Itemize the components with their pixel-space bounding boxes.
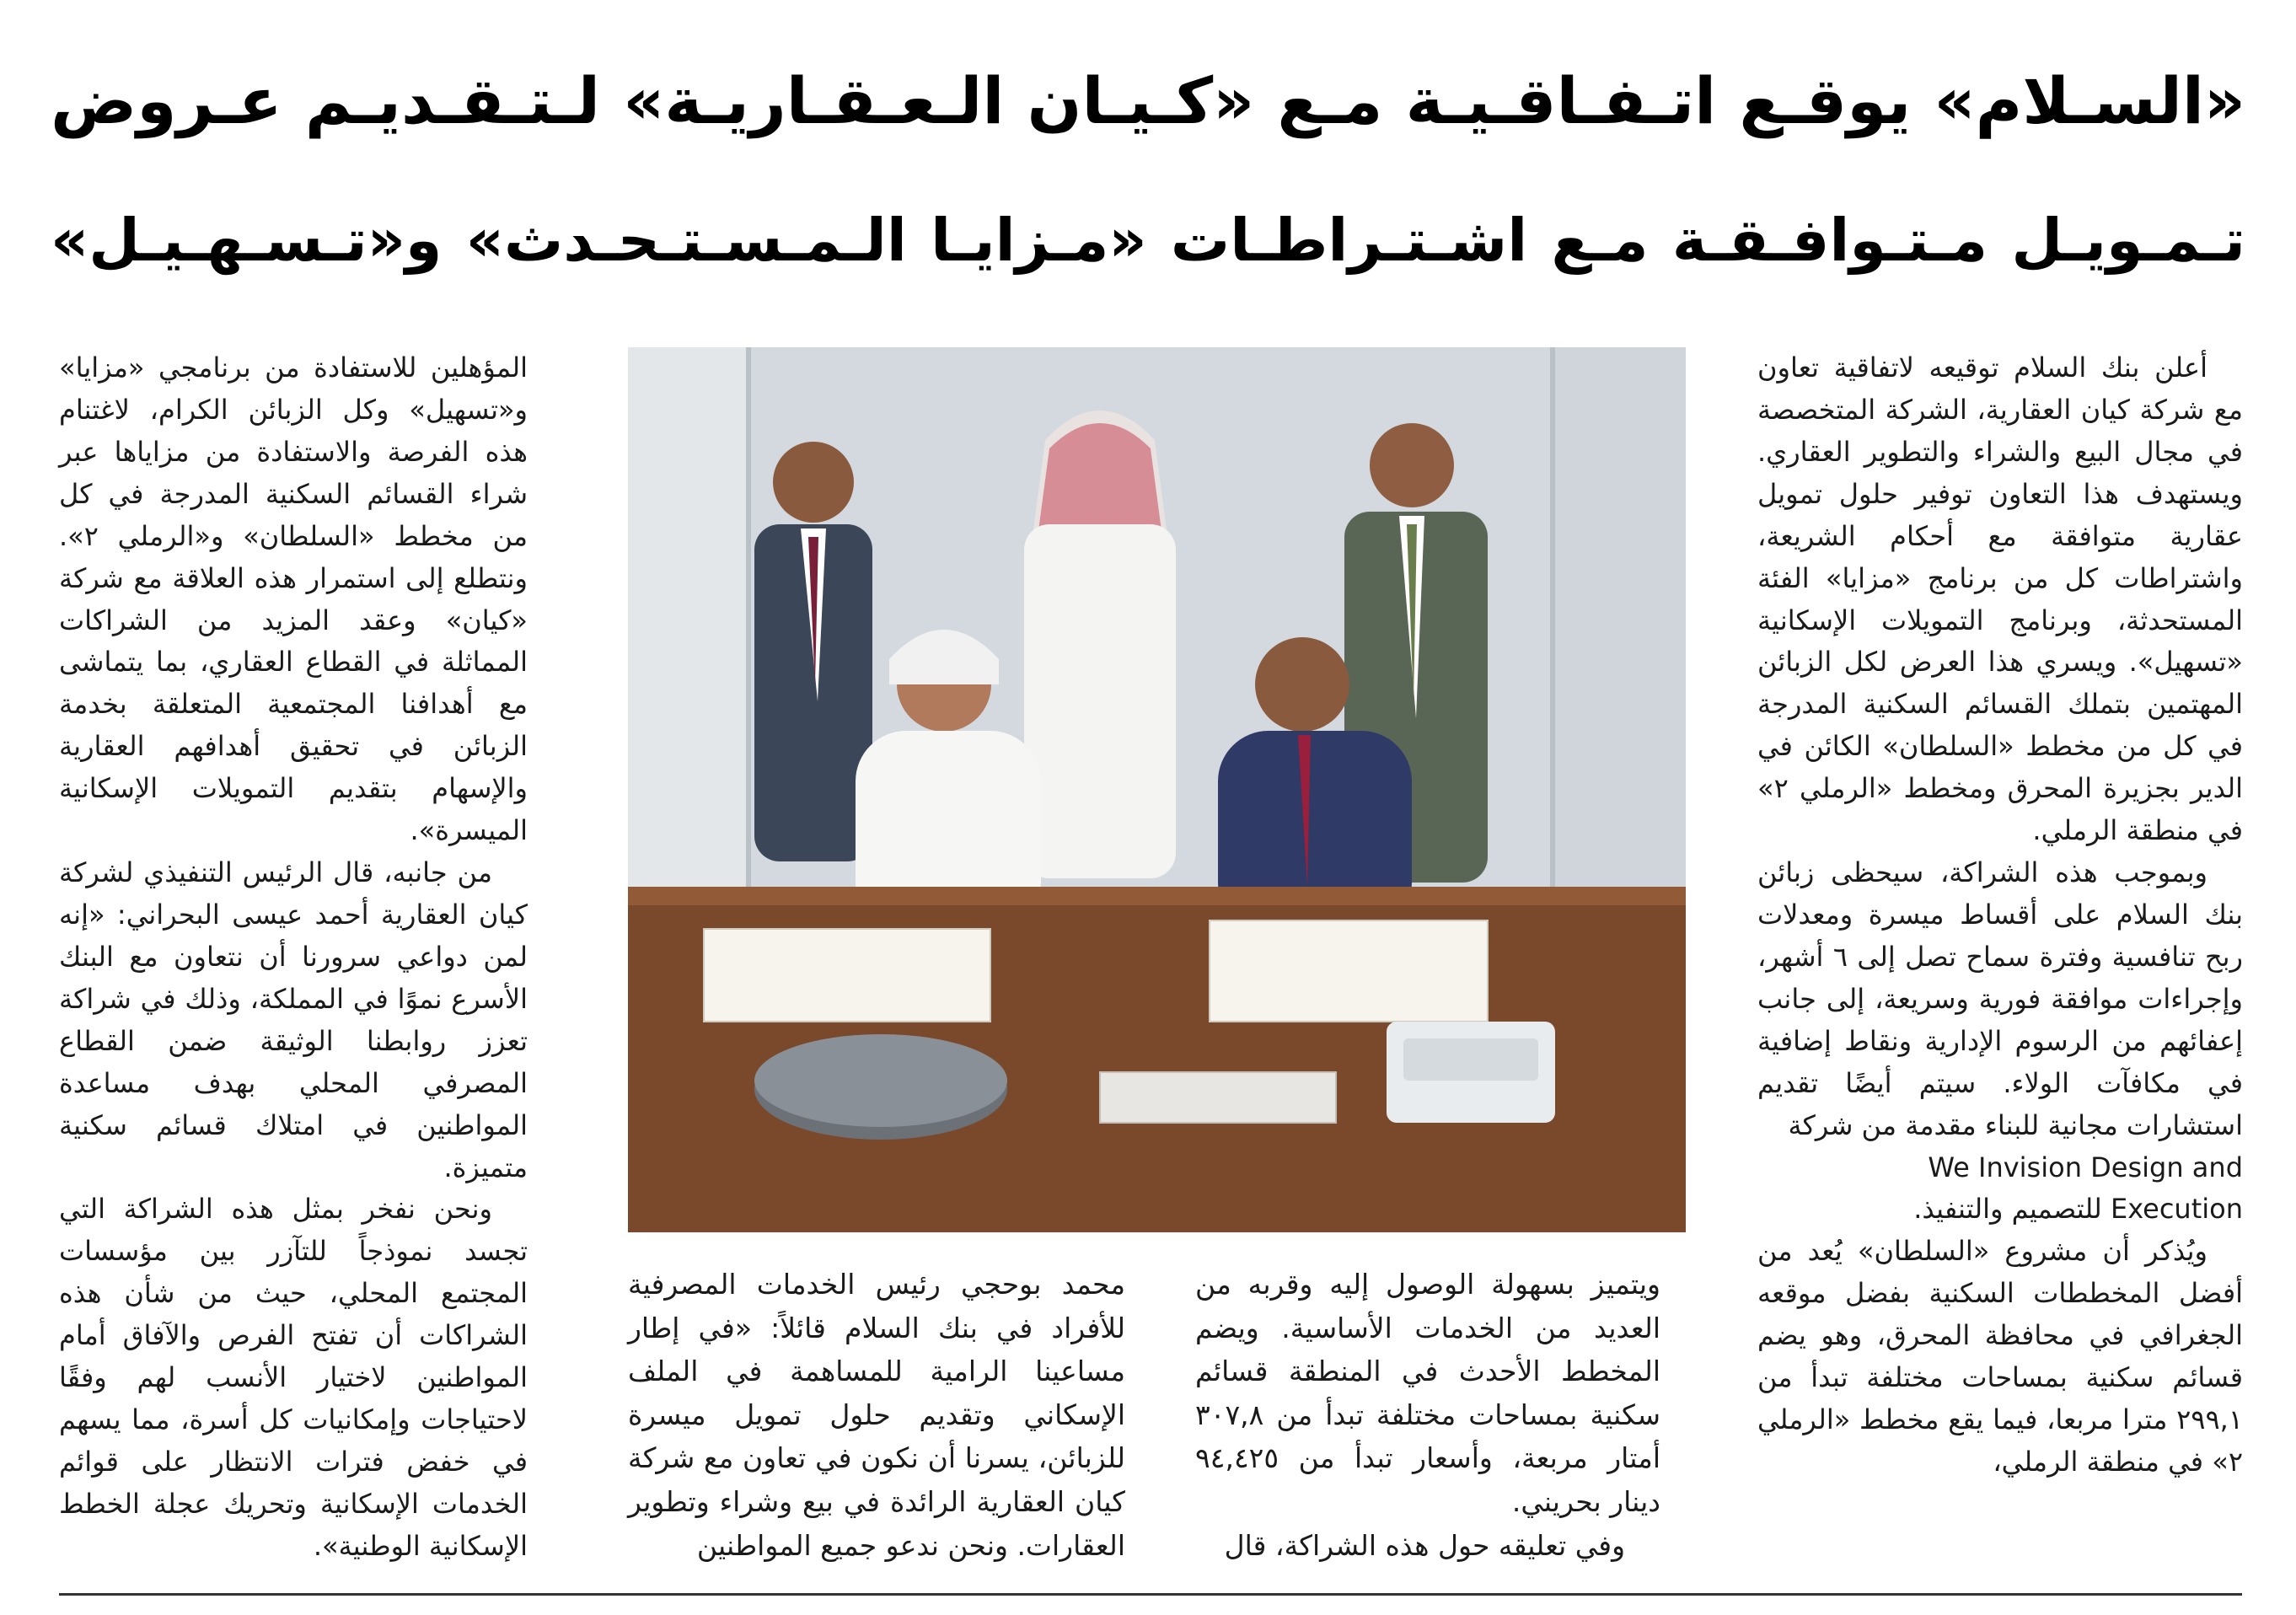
- paragraph: ويتميز بسهولة الوصول إليه وقربه من العديد من الخدمات الأساسية. ويضم المخطط الأحدث في المنطقة قسائم سكنية بمساحات مختلفة تبدأ من ٣٠٧,٨ أمتار مربعة، وأسعار تبدأ من ٩٤,٤٢٥ دينار بحريني.: [1195, 1268, 1660, 1518]
- paragraph: Execution للتصميم والتنفيذ.: [1913, 1193, 2243, 1226]
- article-column-middle-left: [628, 1263, 1125, 1566]
- paragraph: أعلن بنك السلام توقيعه لاتفاقية تعاون مع شركة كيان العقارية، الشركة المتخصصة في مجال البيع والشراء والتطوير العقاري. ويستهدف هذا التعاون توفير حلول تمويل عقارية متوافقة مع أحكام الشريعة، واشتراطات كل من برنامج «مزايا» الفئة المستحدثة، وبرنامج التمويلات الإسكانية «تسهيل». ويسري هذا العرض لكل الزبائن المهتمين بتملك القسائم السكنية المدرجة في كل من مخطط «السلطان» الكائن في الدير بجزيرة المحرق ومخطط «الرملي ٢» في منطقة الرملي.: [1757, 351, 2243, 847]
- paragraph: وفي تعليقه حول هذه الشراكة، قال: [1224, 1528, 1625, 1562]
- article-column-left: [59, 347, 528, 1578]
- article-column-middle-right: [1195, 1263, 1660, 1566]
- paragraph: المؤهلين للاستفادة من برنامجي «مزايا» و«تسهيل» وكل الزبائن الكرام، لاغتنام هذه الفرصة والاستفادة من مزاياها عبر شراء القسائم السكنية المدرجة في كل من مخطط «السلطان» و«الرملي ٢». ونتطلع إلى استمرار هذه العلاقة مع شركة «كيان» وعقد المزيد من الشراكات المماثلة في القطاع العقاري، بما يتماشى مع أهدافنا المجتمعية المتعلقة بخدمة الزبائن في تحقيق أهدافهم العقارية والإسهام بتقديم التمويلات الإسكانية الميسرة».: [59, 351, 528, 847]
- paragraph: ويُذكر أن مشروع «السلطان» يُعد من أفضل المخططات السكنية بفضل موقعه الجغرافي في محافظة المحرق، وهو يضم قسائم سكنية بمساحات مختلفة تبدأ من ٢٩٩,١ مترا مربعا، فيما يقع مخطط «الرملي ٢» في منطقة الرملي،: [1757, 1235, 2243, 1478]
- paragraph: ونحن نفخر بمثل هذه الشراكة التي تجسد نموذجاً للتآزر بين مؤسسات المجتمع المحلي، حيث من شأن هذه الشراكات أن تفتح الفرص والآفاق أمام المواطنين لاختيار الأنسب لهم وفقًا لاحتياجات وإمكانيات كل أسرة، مما يسهم في خفض فترات الانتظار على قوائم الخدمات الإسكانية وتحريك عجلة الخطط الإسكانية الوطنية».: [59, 1193, 528, 1562]
- paragraph: وبموجب هذه الشراكة، سيحظى زبائن بنك السلام على أقساط ميسرة ومعدلات ربح تنافسية وفترة سماح تصل إلى ٦ أشهر، وإجراءات موافقة فورية وسريعة، إلى جانب إعفائهم من الرسوم الإدارية ونقاط إضافية في مكافآت الولاء. سيتم أيضًا تقديم استشارات مجانية للبناء مقدمة من شركة: [1757, 856, 2244, 1141]
- paragraph: محمد بوحجي رئيس الخدمات المصرفية للأفراد في بنك السلام قائلاً: «في إطار مساعينا الرامية للمساهمة في الملف الإسكاني وتقديم حلول تمويل ميسرة للزبائن، يسرنا أن نكون في تعاون مع شركة كيان العقارية الرائدة في بيع وشراء وتطوير العقارات. ونحن ندعو جميع المواطنين: [628, 1268, 1125, 1562]
- article-photo: [628, 347, 1686, 1232]
- english-company-name-line: We Invision Design and: [1928, 1151, 2243, 1183]
- headline-line-1: «السـلام» يوقـع اتـفـاقـيـة مـع «كـيـان الـعـقـاريـة» لـتـقـديـم عـروض: [51, 63, 2245, 138]
- paragraph: من جانبه، قال الرئيس التنفيذي لشركة كيان العقارية أحمد عيسى البحراني: «إنه لمن دواعي سرورنا أن نتعاون مع البنك الأسرع نموًا في المملكة، وذلك في شراكة تعزز روابطنا الوثيقة ضمن القطاع المصرفي المحلي بهدف مساعدة المواطنين في امتلاك قسائم سكنية متميزة.: [59, 856, 528, 1183]
- headline-line-2: تـمـويـل مـتـوافـقـة مـع اشـتـراطـات «مـزايـا الـمـسـتـحـدث» و«تـسـهـيـل»: [51, 206, 2245, 275]
- footer-rule: [59, 1593, 2242, 1596]
- signing-ceremony-illustration: [628, 347, 1686, 1232]
- article-column-right: [1757, 347, 2243, 1578]
